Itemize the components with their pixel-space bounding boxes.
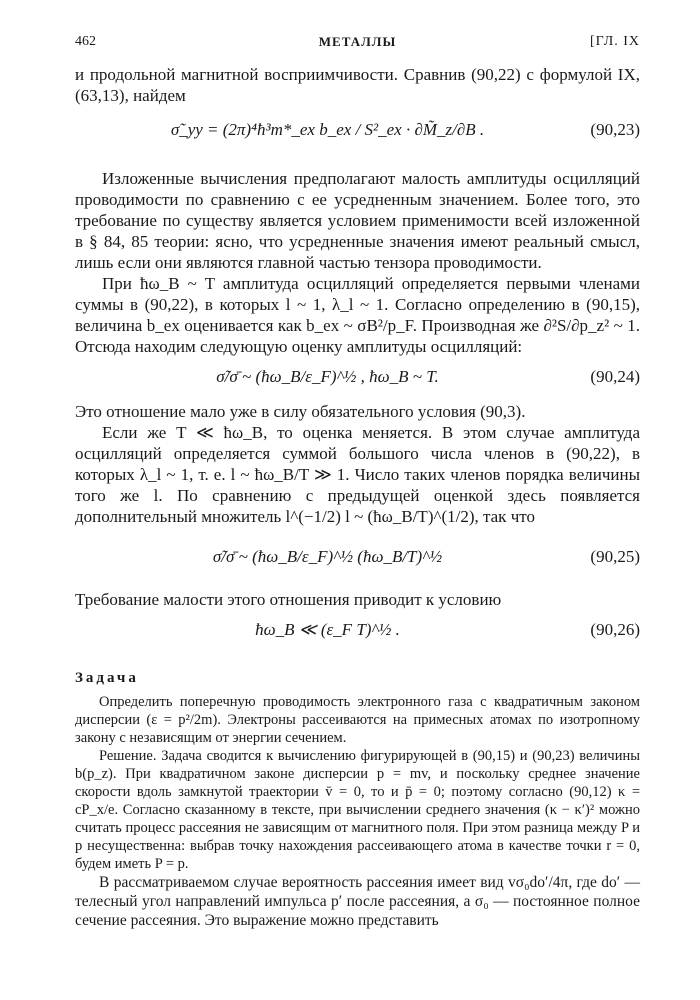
equation-body: σ̃/σ̄ ~ (ħω_B/ε_F)^½ (ħω_B/T)^½ (212, 547, 443, 566)
running-title: МЕТАЛЛЫ (318, 34, 397, 49)
task-solution: Решение. Задача сводится к вычислению фигурирующей в (90,15) и (90,23) величины b(p_z). При квадратичном законе дисперсии p = mv, и поскольку среднее значение скорости вдоль замкнутой траектории v̄ = 0, то и p̄ = 0; поэтому согласно (90,12) κ = cP_x/e. Согласно сказанному в тексте, при вычислении среднего значения (κ − κ′)² можно считать процесс рассеяния не зависящим от магнитного поля. При этом разница между P и p несущественна: выбрав точку нахождения рассеивающего атома в качестве точки r = 0, будем иметь P = p. (75, 748, 640, 872)
equation-body: σ̃/σ̄ ~ (ħω_B/ε_F)^½ , ħω_B ~ T. (216, 367, 439, 386)
task-statement: Определить поперечную проводимость электронного газа с квадратичным законом дисперсии (ε = p²/2m). Электроны рассеиваются на примесных атомах по изотропному закону с независящим от энергии сечением. (75, 694, 640, 746)
equation-number: (90,24) (590, 367, 640, 386)
page-number: 462 (75, 34, 96, 49)
equation-body: σ̃_yy = (2π)⁴ħ³m*_ex b_ex / S²_ex · ∂M̃_z/∂B . (170, 120, 485, 139)
chapter-label: [ГЛ. IX (590, 34, 640, 49)
paragraph-4: Это отношение мало уже в силу обязательного условия (90,3). (75, 402, 526, 421)
paragraph-5: Если же T ≪ ħω_B, то оценка меняется. В этом случае амплитуда осцилляций определяется суммой большого числа членов в (90,22), в которых λ_l ~ 1, т. е. l ~ ħω_B/T ≫ 1. Число таких членов порядка величины того же l. По сравнению с предыдущей оценкой здесь появляется дополнительный множитель l^(−1/2) l ~ (ħω_B/T)^(1/2), так что (75, 423, 640, 526)
paragraph-3: При ħω_B ~ T амплитуда осцилляций определяется первыми членами суммы в (90,22), в которых l ~ 1, λ_l ~ 1. Согласно определению в (90,15), величина b_ex оценивается как b_ex ~ σB²/p_F. Производная же ∂²S/∂p_z² ~ 1. Отсюда находим следующую оценку амплитуды осцилляций: (75, 274, 640, 356)
book-page (75, 28, 640, 930)
equation-90-25 (75, 527, 640, 589)
paragraph-6: Требование малости этого отношения приводит к условию (75, 590, 502, 609)
paragraph-1: и продольной магнитной восприимчивости. Сравнив (90,22) с формулой IX, (63,13), найдем (75, 65, 640, 105)
equation-90-24 (75, 357, 640, 401)
equation-90-23 (75, 106, 640, 158)
equation-90-26 (75, 610, 640, 654)
equation-number: (90,25) (590, 547, 640, 566)
running-header (75, 28, 640, 50)
equation-number: (90,23) (590, 120, 640, 139)
task-continuation: В рассматриваемом случае вероятность рассеяния имеет вид vσ₀do′/4π, где do′ — телесный угол направлений импульса p′ после рассеяния, а σ₀ — постоянное полное сечение рассеяния. Это выражение можно представить (75, 874, 640, 929)
paragraph-2: Изложенные вычисления предполагают малость амплитуды осцилляций проводимости по сравнению с ее усредненным значением. Более того, это требование по существу является условием применимости всей изложенной в § 84, 85 теории: ясно, что усредненные значения имеют реальный смысл, лишь если они являются главной частью тензора проводимости. (75, 169, 640, 272)
task-heading: Задача (75, 670, 139, 686)
equation-body: ħω_B ≪ (ε_F T)^½ . (255, 620, 400, 639)
equation-number: (90,26) (590, 620, 640, 639)
